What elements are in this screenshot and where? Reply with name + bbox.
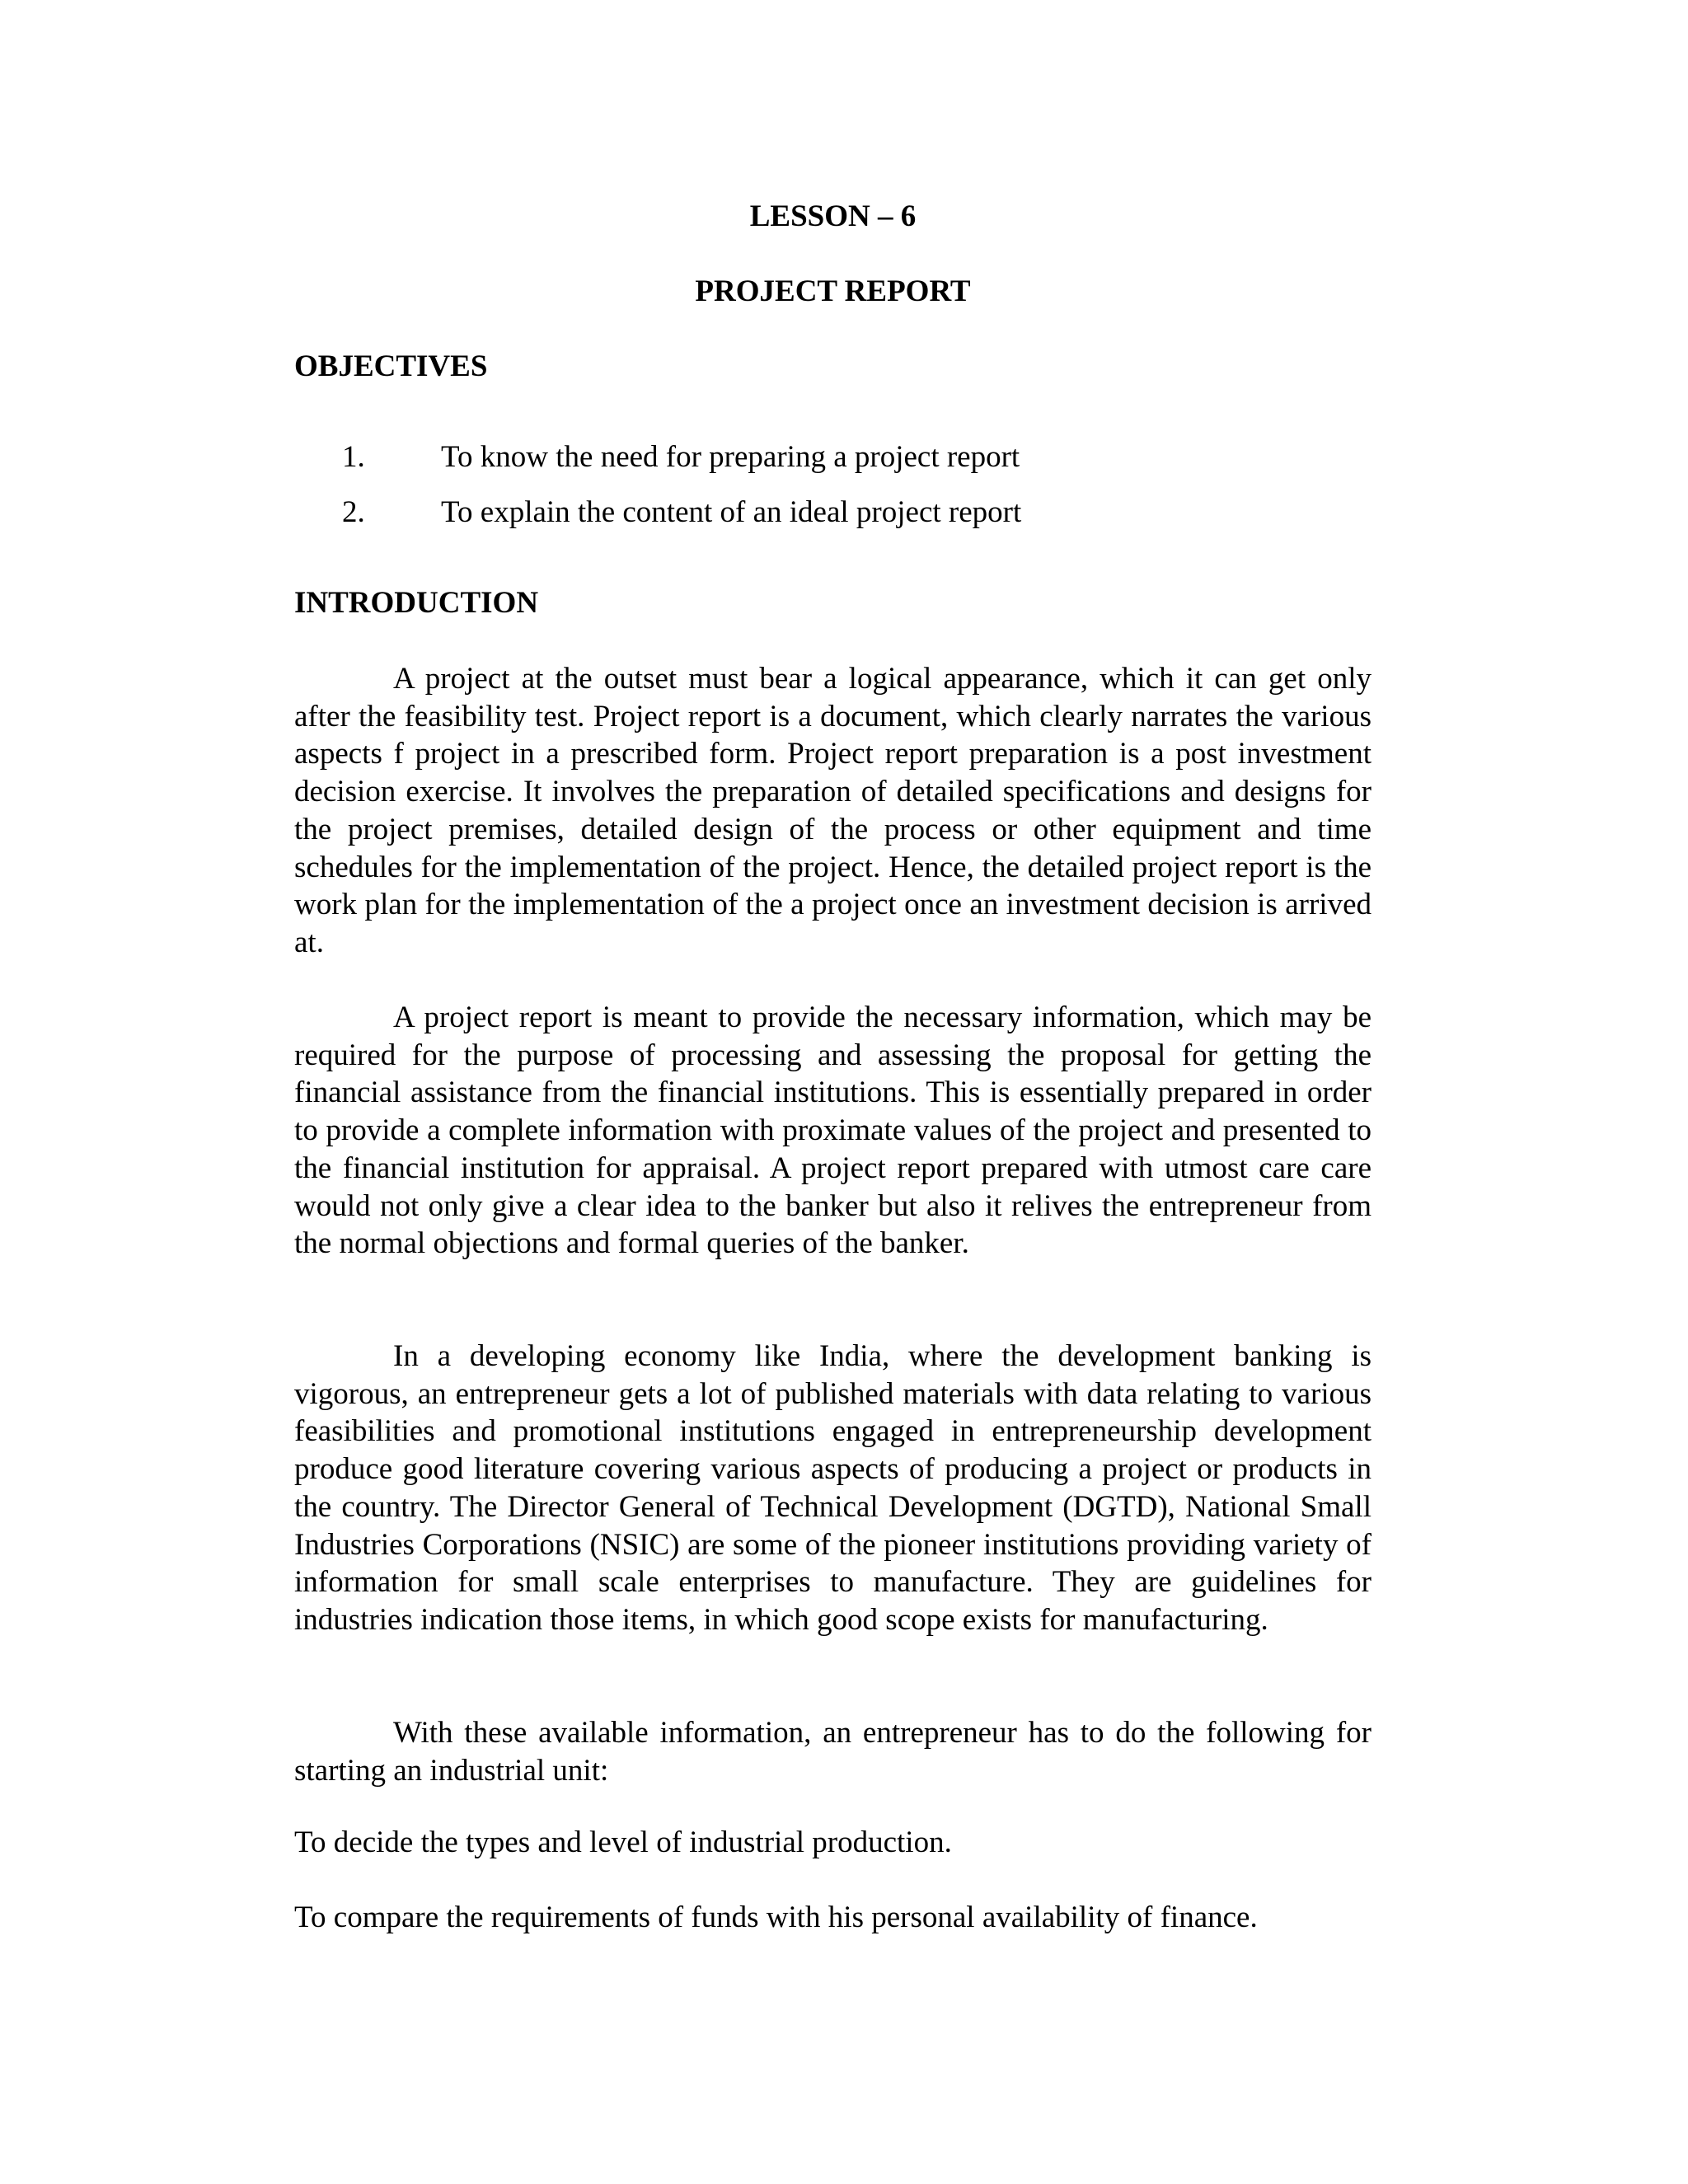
objectives-heading: OBJECTIVES <box>294 349 488 383</box>
step-line: To decide the types and level of industrial production. <box>294 1825 952 1859</box>
objective-number: 2. <box>342 495 365 529</box>
objective-text: To explain the content of an ideal project report <box>441 495 1022 529</box>
introduction-paragraph: A project report is meant to provide the necessary information, which may be required for the purpose of processing and assessing the proposal for getting the financial assistance from the financial institutions. This is essentially prepared in order to provide a complete information with proximate values of the project and presented to the financial institution for appraisal. A project report prepared with utmost care care would not only give a clear idea to the banker but also it relives the entrepreneur from the normal objections and formal queries of the banker. <box>294 1001 1372 1261</box>
introduction-paragraph: With these available information, an entrepreneur has to do the following for starting an industrial unit: <box>294 1716 1372 1788</box>
lesson-number: LESSON – 6 <box>749 199 917 233</box>
page-title: PROJECT REPORT <box>695 274 971 308</box>
introduction-paragraph: A project at the outset must bear a logical appearance, which it can get only after the feasibility test. Project report is a document, which clearly narrates the various aspects f project in a prescribed form. Project report preparation is a post investment decision exercise. It involves the preparation of detailed specifications and designs for the project premises, detailed design of the process or other equipment and time schedules for the implementation of the project. Hence, the detailed project report is the work plan for the implementation of the a project once an investment decision is arrived at. <box>294 662 1372 959</box>
step-line: To compare the requirements of funds with his personal availability of finance. <box>294 1900 1258 1934</box>
objective-number: 1. <box>342 440 365 474</box>
introduction-paragraph: In a developing economy like India, where the development banking is vigorous, an entrepreneur gets a lot of published materials with data relating to various feasibilities and promotional institutions engaged in entrepreneurship development produce good literature covering various aspects of producing a project or products in the country. The Director General of Technical Development (DGTD), National Small Industries Corporations (NSIC) are some of the pioneer institutions providing variety of information for small scale enterprises to manufacture. They are guidelines for industries indication those items, in which good scope exists for manufacturing. <box>294 1339 1372 1637</box>
objective-text: To know the need for preparing a project report <box>441 440 1020 474</box>
introduction-heading: INTRODUCTION <box>294 586 539 620</box>
